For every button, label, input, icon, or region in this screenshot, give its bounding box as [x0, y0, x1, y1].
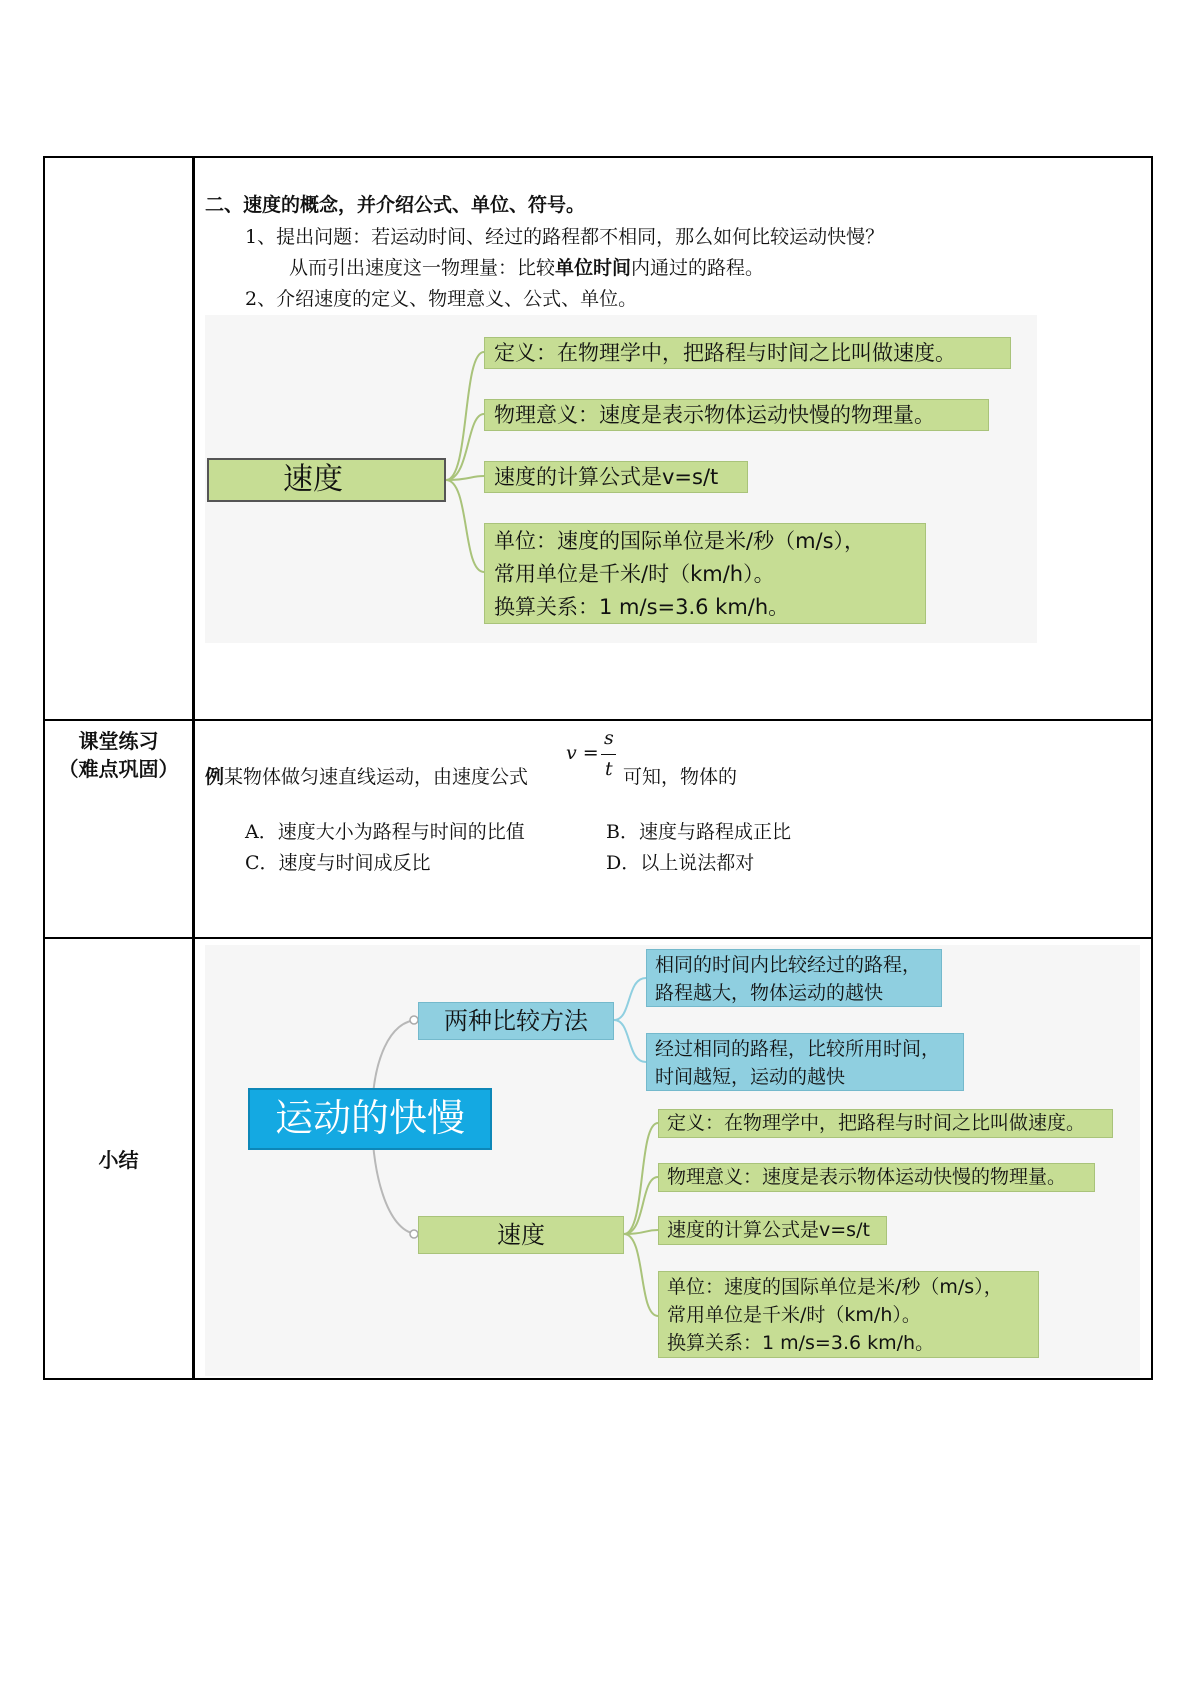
example-question: 例某物体做匀速直线运动，由速度公式	[205, 766, 529, 788]
summary-meaning-node: 物理意义：速度是表示物体运动快慢的物理量。	[658, 1163, 1095, 1192]
motion-root-node: 运动的快慢	[248, 1088, 492, 1150]
summary-unit-node: 单位：速度的国际单位是米/秒（m/s）， 常用单位是千米/时（km/h）。 换算关系：1 m/s=3.6 km/h。	[658, 1271, 1039, 1358]
intro-definition-line: 2、介绍速度的定义、物理意义、公式、单位。	[245, 288, 638, 310]
speed-formula-v: v =	[566, 742, 599, 764]
intro-line: 从而引出速度这一物理量：比较单位时间内通过的路程。	[289, 257, 765, 279]
speed-branch-node: 速度	[418, 1216, 624, 1254]
summary-formula-node: 速度的计算公式是v=s/t	[658, 1216, 887, 1245]
formula-denominator: t	[605, 758, 613, 780]
summary-definition-node: 定义：在物理学中，把路程与时间之比叫做速度。	[658, 1109, 1113, 1138]
same-distance-method-node: 经过相同的路程，比较所用时间， 时间越短，运动的越快	[646, 1033, 964, 1091]
meaning-node: 物理意义：速度是表示物体运动快慢的物理量。	[484, 399, 989, 431]
section-heading: 二、速度的概念，并介绍公式、单位、符号。	[205, 194, 586, 216]
speed-root-node: 速度	[207, 458, 446, 502]
question-suffix: 可知，物体的	[623, 766, 738, 788]
question-line: 1、提出问题：若运动时间、经过的路程都不相同，那么如何比较运动快慢？	[245, 226, 885, 248]
option-c[interactable]: C．速度与时间成反比	[245, 852, 431, 874]
summary-label: 小结	[98, 1148, 139, 1172]
practice-label: 课堂练习 （难点巩固）	[58, 729, 179, 781]
formula-numerator: s	[604, 727, 614, 749]
option-d[interactable]: D．以上说法都对	[606, 852, 755, 874]
definition-node: 定义：在物理学中，把路程与时间之比叫做速度。	[484, 337, 1011, 369]
unit-node: 单位：速度的国际单位是米/秒（m/s）， 常用单位是千米/时（km/h）。 换算关系：1 m/s=3.6 km/h。	[484, 523, 926, 624]
comparison-methods-node: 两种比较方法	[418, 1002, 614, 1040]
formula-node: 速度的计算公式是v=s/t	[484, 461, 748, 493]
option-a[interactable]: A．速度大小为路程与时间的比值	[245, 821, 525, 843]
same-time-method-node: 相同的时间内比较经过的路程， 路程越大，物体运动的越快	[646, 949, 942, 1007]
option-b[interactable]: B．速度与路程成正比	[606, 821, 791, 843]
